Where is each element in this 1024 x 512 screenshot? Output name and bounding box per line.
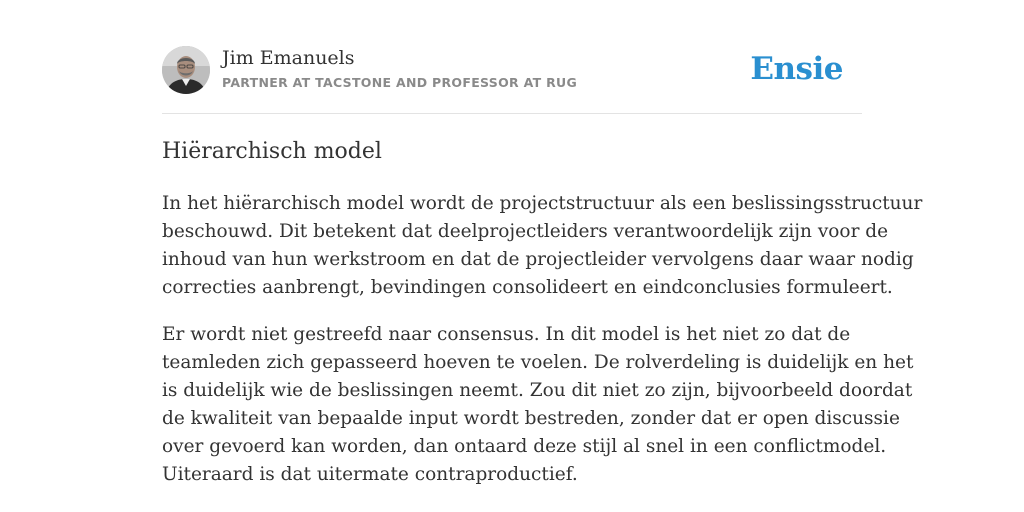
text-line: correcties aanbrengt, bevindingen consolideert en eindconclusies formuleert.: [162, 277, 893, 298]
author-role: PARTNER AT TACSTONE AND PROFESSOR AT RUG: [222, 75, 577, 90]
text-line: over gevoerd kan worden, dan ontaard deze stijl al snel in een conflictmodel.: [162, 436, 887, 457]
text-line: teamleden zich gepasseerd hoeven te voelen. De rolverdeling is duidelijk en het: [162, 352, 914, 373]
text-line: Er wordt niet gestreefd naar consensus. In dit model is het niet zo dat de: [162, 324, 851, 345]
author-avatar[interactable]: [162, 46, 210, 94]
article-body: [162, 190, 923, 508]
paragraph: [162, 190, 923, 302]
article-title: Hiërarchisch model: [162, 139, 382, 164]
paragraph: [162, 321, 914, 489]
author-header: [162, 46, 862, 96]
text-line: de kwaliteit van bepaalde input wordt bestreden, zonder dat er open discussie: [162, 408, 900, 429]
header-divider: [162, 113, 862, 114]
text-line: beschouwd. Dit betekent dat deelprojectleiders verantwoordelijk zijn voor de: [162, 221, 889, 242]
person-photo-icon: [162, 46, 210, 94]
text-line: Uiteraard is dat uitermate contraproductief.: [162, 464, 578, 485]
brand-logo[interactable]: Ensie: [750, 51, 843, 87]
author-name[interactable]: Jim Emanuels: [222, 47, 355, 69]
text-line: inhoud van hun werkstroom en dat de projectleider vervolgens daar waar nodig: [162, 249, 914, 270]
text-line: In het hiërarchisch model wordt de projectstructuur als een beslissingsstructuur: [162, 193, 923, 214]
text-line: is duidelijk wie de beslissingen neemt. Zou dit niet zo zijn, bijvoorbeeld doordat: [162, 380, 913, 401]
